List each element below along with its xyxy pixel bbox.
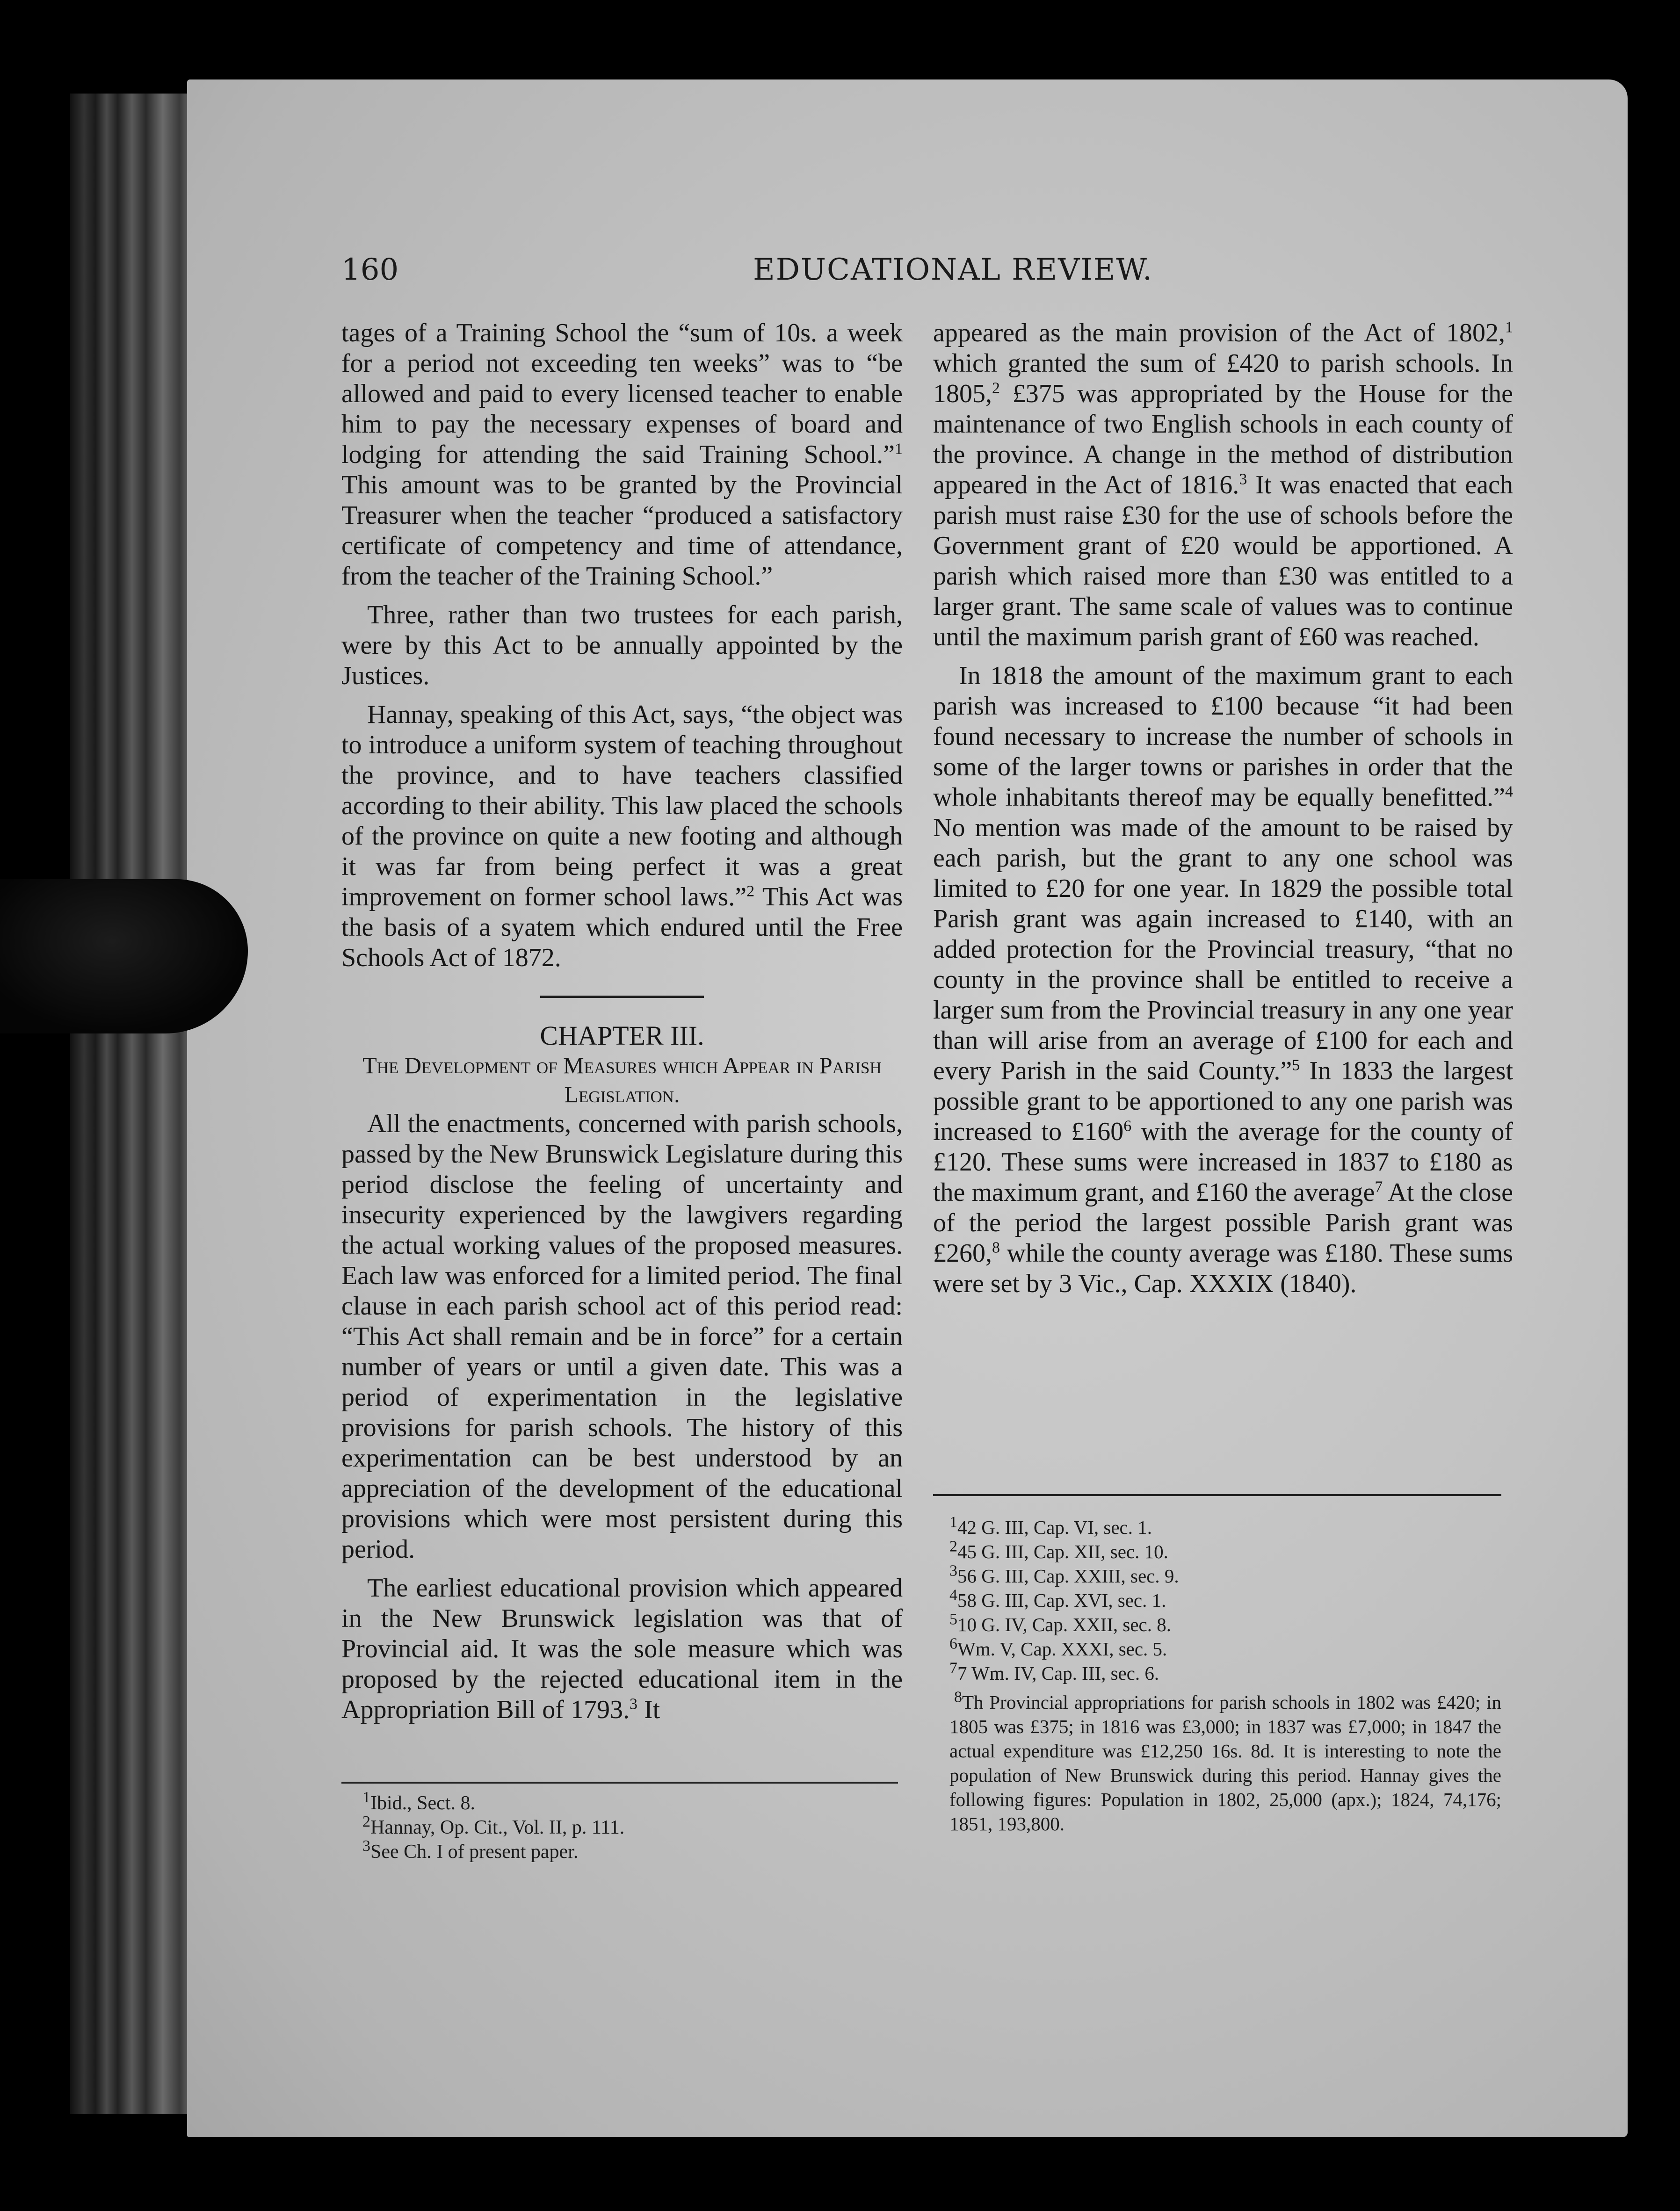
footnote-rule [341,1782,898,1784]
chapter-title: CHAPTER III. [540,1020,704,1051]
left-column [341,318,903,1725]
paragraph: All the enactments, concerned with parish schools, passed by the New Brunswick Legislature during this period disclose the feeling of uncertainty and insecurity experienced by the lawgivers regarding the actual working values of the proposed measures. Each law was enforced for a limited period. The final clause in each parish school act of this period read: “This Act shall remain and be in force” for a certain number of years or until a given date. This was a period of experimentation in the legislative provisions for parish schools. The history of this experimentation can be best understood by an appreciation of the development of the educational provisions which were most persistent during this period. [341,1109,903,1564]
section-divider [540,996,704,998]
footnote: $^2$45 G. III, Cap. XII, sec. 10. [949,1538,1168,1562]
paragraph: Hannay, speaking of this Act, says, “the object was to introduce a uniform system of teaching throughout the province, and to have teachers classified according to their ability. This law placed the schools of the province on quite a new footing and although it was far from being perfect it was a great improvement on former school laws.”$^2$ This Act was the basis of a syatem which endured until the Free Schools Act of 1872. [341,700,903,972]
footnote-rule [933,1494,1501,1496]
running-title: EDUCATIONAL REVIEW. [753,253,1153,287]
footnote: $^2$Hannay, Op. Cit., Vol. II, p. 111. [362,1813,625,1838]
paragraph: In 1818 the amount of the maximum grant to each parish was increased to £100 because “it had been found necessary to increase the number of schools in some of the larger towns or parishes in order that the whole inhabitants thereof may be equally benefitted.”$^4$ No mention was made of the amount to be raised by each parish, but the grant to any one school was limited to £20 for one year. In 1829 the possible total Parish grant was again increased to £140, with an added protection for the Provincial treasury, “that no county in the province shall be entitled to receive a larger sum from the Provincial treasury in any one year than will arise from an average of £100 for each and every Parish in the said County.”$^5$ In 1833 the largest possible grant to be apportioned to any one parish was increased to $£160^6$ with the average for the county of £120. These sums were increased in 1837 to £180 as the maximum grant, and £160 the average$^7$ At the close of the period the largest possible Parish grant was £260,$^8$ while the county average was £180. These sums were set by 3 Vic., Cap. XXXIX (1840). [933,661,1513,1298]
footnote: $^3$See Ch. I of present paper. [362,1837,579,1863]
paragraph: The earliest educational provision which appeared in the New Brunswick legislation was that of Provincial aid. It was the sole measure which was proposed by the rejected educational item in the Appropriation Bill of 1793.$^3$ It [341,1574,903,1724]
chapter-subtitle: The Development of Measures which Appear in Parish Legislation. [362,1052,882,1107]
paragraph: Three, rather than two trustees for each parish, were by this Act to be annually appointed by the Justices. [341,600,903,690]
footnote: $^8$Th Provincial appropriations for parish schools in 1802 was £420; in 1805 was £375; in 1816 was £3,000; in 1837 was £7,000; in 1847 the actual expenditure was £12,250 16s. 8d. It is interesting to note the population of New Brunswick during this period. Hannay gives the following figures: Population in 1802, 25,000 (apx.); 1824, 74,176; 1851, 193,800. [949,1688,1501,1835]
paragraph: appeared as the main provision of the Act of 1802,$^1$ which granted the sum of £420 to parish schools. In 1805,$^2$ £375 was appropriated by the House for the maintenance of two English schools in each county of the province. A change in the method of distribution appeared in the Act of 1816.$^3$ It was enacted that each parish must raise £30 for the use of schools before the Government grant of £20 would be apportioned. A parish which raised more than £30 was entitled to a larger grant. The same scale of values was to continue until the maximum parish grant of £60 was reached. [933,318,1513,651]
footnote: $^1$42 G. III, Cap. VI, sec. 1. [949,1513,1152,1538]
footnote: $^6$Wm. V, Cap. XXXI, sec. 5. [949,1635,1167,1660]
right-column [933,318,1513,1299]
thumb-shadow [0,879,248,1033]
footnotes-left [362,1791,877,1864]
footnote: $^3$56 G. III, Cap. XXIII, sec. 9. [949,1562,1179,1587]
page-header [341,253,1557,299]
footnote: $^7$7 Wm. IV, Cap. III, sec. 6. [949,1659,1159,1684]
footnote: $^4$58 G. III, Cap. XVI, sec. 1. [949,1586,1166,1611]
page-number: 160 [341,253,399,287]
footnote: $^5$10 G. IV, Cap. XXII, sec. 8. [949,1611,1172,1635]
footnotes-right [949,1515,1501,1836]
footnote: $^1$Ibid., Sect. 8. [362,1789,475,1814]
paragraph: tages of a Training School the “sum of 10s. a week for a period not exceeding ten weeks” was to “be allowed and paid to every licensed teacher to enable him to pay the necessary expenses of board and lodging for attending the said Training School.”$^1$ This amount was to be granted by the Provincial Treasurer when the teacher “produced a satisfactory certificate of competency and time of attendance, from the teacher of the Training School.” [341,318,903,591]
